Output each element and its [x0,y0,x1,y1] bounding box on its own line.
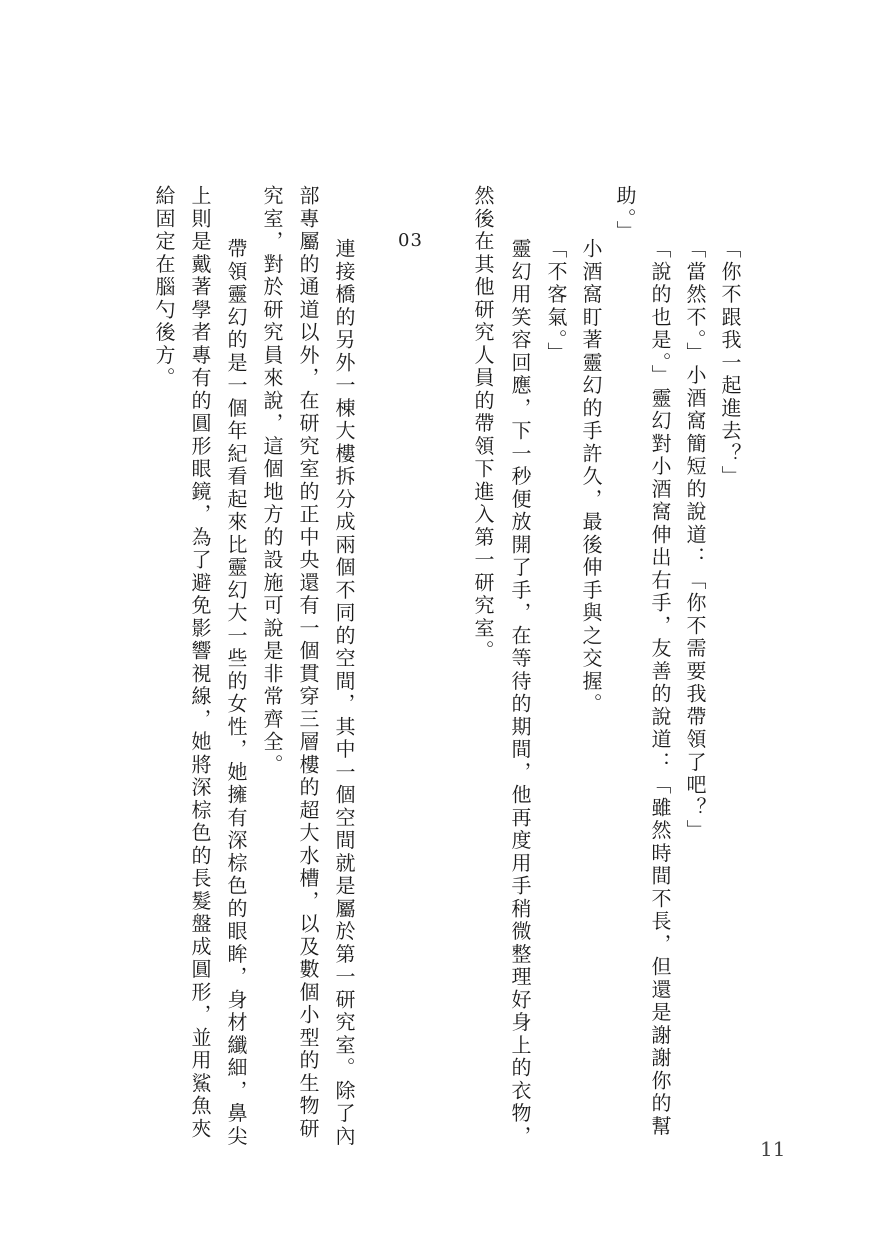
text-line-3: 「說的也是。」靈幻對小酒窩伸出右手，友善的說道：「雖然時間不長，但還是謝謝你的幫 [648,238,672,1138]
text-line-11: 究室，對於研究員來說，這個地方的設施可說是非常齊全。 [260,185,284,777]
text-line-12: 帶領靈幻的是一個年紀看起來比靈幻大一些的女性，她擁有深棕色的眼眸，身材纖細，鼻尖 [224,238,248,1148]
text-line-10: 部專屬的通道以外，在研究室的正中央還有一個貫穿三層樓的超大水槽，以及數個小型的生物研 [296,185,320,1141]
text-line-8: 然後在其他研究人員的帶領下進入第一研究室。 [471,185,495,663]
text-line-7: 靈幻用笑容回應，下一秒便放開了手，在等待的期間，他再度用手稍微整理好身上的衣物， [508,238,532,1148]
text-line-13: 上則是戴著學者專有的圓形眼鏡，為了避免影響視線，她將深棕色的長髮盤成圓形，並用鯊魚夾 [188,185,212,1141]
text-line-9: 連接橋的另外一棟大樓拆分成兩個不同的空間，其中一個空間就是屬於第一研究室。除了內 [332,238,356,1148]
text-line-6: 「不客氣。」 [544,238,568,365]
text-line-5: 小酒窩盯著靈幻的手許久，最後伸手與之交握。 [579,238,603,716]
page-number: 11 [760,1137,786,1161]
text-line-1: 「你不跟我一起進去？」 [718,238,742,489]
text-line-14: 給固定在腦勺後方。 [152,185,176,390]
text-line-2: 「當然不。」小酒窩簡短的說道：「你不需要我帶領了吧？」 [683,238,707,843]
section-number: 03 [398,230,423,251]
text-line-4: 助。」 [613,185,637,244]
